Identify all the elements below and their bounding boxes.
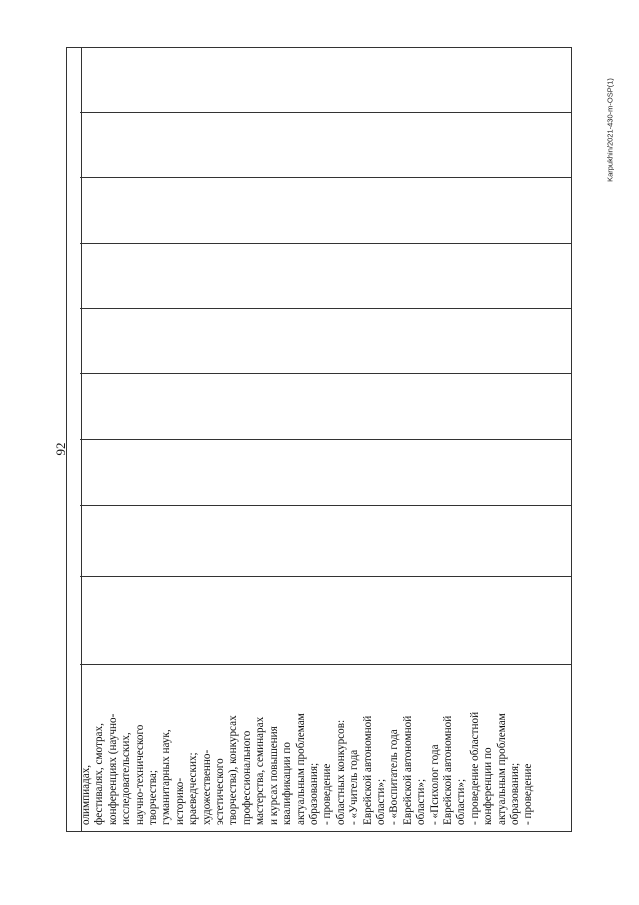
cell-text-line: актуальным проблемам	[495, 713, 508, 825]
row-divider	[80, 576, 572, 577]
cell-text-line: художественно-	[200, 749, 213, 825]
cell-text-line: гуманитарных наук,	[160, 729, 173, 825]
cell-text-line: эстетического	[214, 758, 227, 825]
cell-text-line: - проведение	[522, 763, 535, 825]
cell-text-line: творчества;	[147, 770, 160, 825]
cell-text-line: Еврейской автономной	[401, 715, 414, 825]
cell-text-line: актуальным проблемам	[294, 713, 307, 825]
cell-text-line: - «Психолог года	[428, 744, 441, 825]
page-number: 92	[53, 442, 68, 456]
cell-text-line: и курсах повышения	[267, 726, 280, 825]
cell-text-line: области»;	[455, 778, 468, 825]
cell-text-line: - проведение	[321, 763, 334, 825]
row-divider	[80, 439, 572, 440]
cell-text-line: научно-технического	[133, 724, 146, 825]
cell-text-line: краеведческих;	[187, 752, 200, 825]
cell-text-line: - «Учитель года	[348, 749, 361, 825]
row-divider	[80, 243, 572, 244]
cell-text-line: - проведение областной	[468, 711, 481, 825]
cell-text-line: квалификации по	[281, 741, 294, 825]
row-divider	[80, 373, 572, 374]
cell-text-line: профессионального	[240, 730, 253, 825]
cell-text-line: области»;	[374, 778, 387, 825]
cell-text-line: областных конкурсов:	[334, 719, 347, 825]
cell-text-line: фестивалях, смотрах,	[93, 723, 106, 825]
first-cell-text	[80, 665, 535, 825]
cell-text-line: образования;	[509, 762, 521, 825]
cell-text-line: образования;	[307, 762, 320, 825]
cell-text-line: творчества), конкурсах	[227, 715, 240, 825]
cell-text-line: области»;	[415, 778, 428, 825]
cell-text-line: Еврейской автономной	[441, 715, 454, 825]
side-identifier: Karpukhin/2021-430-m-OSP(1)	[605, 78, 615, 182]
row-divider	[80, 177, 572, 178]
row-divider	[80, 112, 572, 113]
cell-text-line: - «Воспитатель года	[388, 729, 401, 825]
cell-text-line: конференции по	[482, 747, 495, 825]
cell-text-line: мастерства, семинарах	[254, 716, 267, 825]
cell-text-line: конференциях (научно-	[106, 713, 119, 825]
row-divider	[80, 308, 572, 309]
cell-text-line: Еврейской автономной	[361, 715, 374, 825]
cell-text-line: историко-	[173, 777, 186, 825]
cell-text-line: олимпиадах,	[80, 764, 92, 825]
cell-text-line: исследовательских,	[120, 732, 133, 825]
row-divider	[80, 505, 572, 506]
